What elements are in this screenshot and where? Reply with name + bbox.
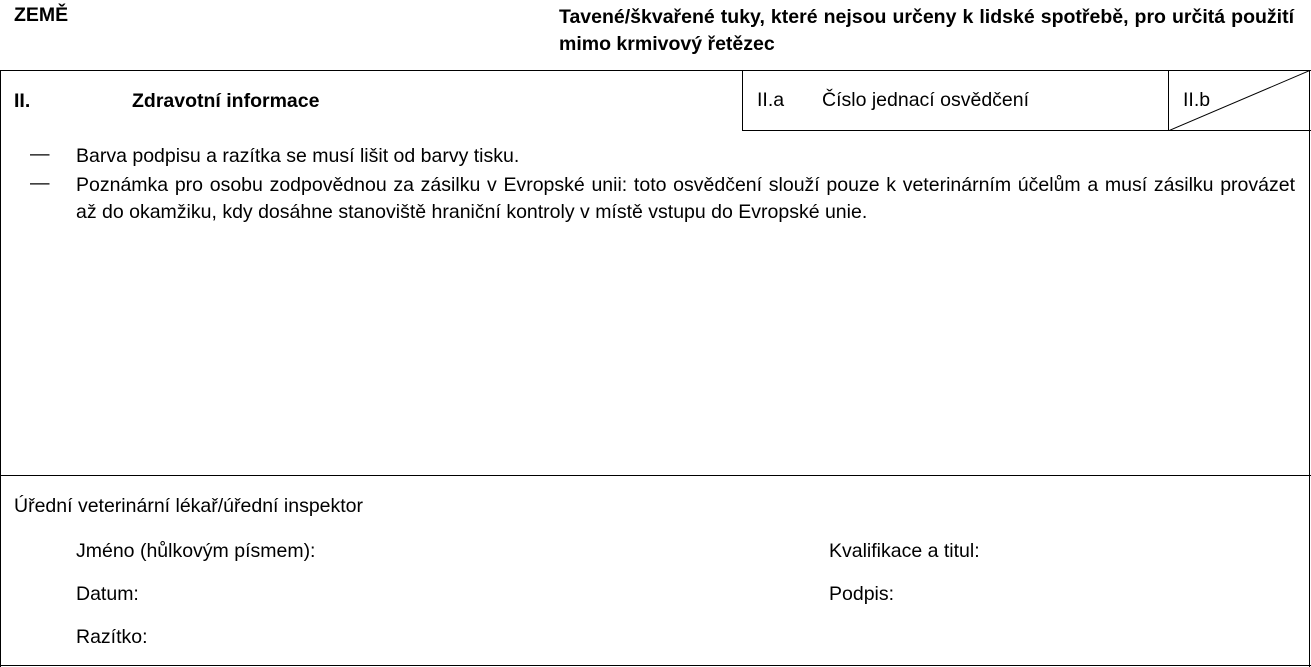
signature-section-divider	[0, 475, 1311, 476]
iib-code: II.b	[1183, 89, 1211, 111]
section-title: Zdravotní informace	[132, 90, 320, 112]
frame-right-border	[1309, 70, 1310, 667]
signature-field-label: Podpis:	[829, 583, 895, 605]
ref-number-label: Číslo jednací osvědčení	[822, 89, 1030, 111]
section-number: II.	[14, 90, 31, 112]
note-signature-color: Barva podpisu a razítka se musí lišit od barvy tisku.	[76, 145, 520, 167]
frame-bottom-border	[0, 665, 1311, 666]
name-field-label: Jméno (hůlkovým písmem):	[76, 540, 316, 562]
note-dash: —	[30, 143, 50, 165]
ref-box-left-divider	[742, 70, 743, 131]
ref-number-code: II.a	[757, 89, 785, 111]
country-heading: ZEMĚ	[14, 4, 69, 26]
certificate-title: Tavené/škvařené tuky, které nejsou určeny k lidské spotřebě, pro určitá použití mimo krmivový řetězec	[559, 6, 1294, 55]
note-dash: —	[30, 172, 50, 194]
frame-left-border	[0, 70, 1, 667]
qualification-field-label: Kvalifikace a titul:	[829, 540, 980, 562]
note-consignment: Poznámka pro osobu zodpovědnou za zásilku v Evropské unii: toto osvědčení slouží pouze k veterinárním účelům a musí zásilku provázet až do okamžiku, kdy dosáhne stanoviště hraniční kontroly v místě vstupu do Evropské unie.	[76, 174, 1295, 223]
frame-top-border	[0, 70, 1311, 71]
date-field-label: Datum:	[76, 583, 139, 605]
stamp-field-label: Razítko:	[76, 626, 148, 648]
official-officer-label: Úřední veterinární lékař/úřední inspektor	[14, 495, 364, 517]
